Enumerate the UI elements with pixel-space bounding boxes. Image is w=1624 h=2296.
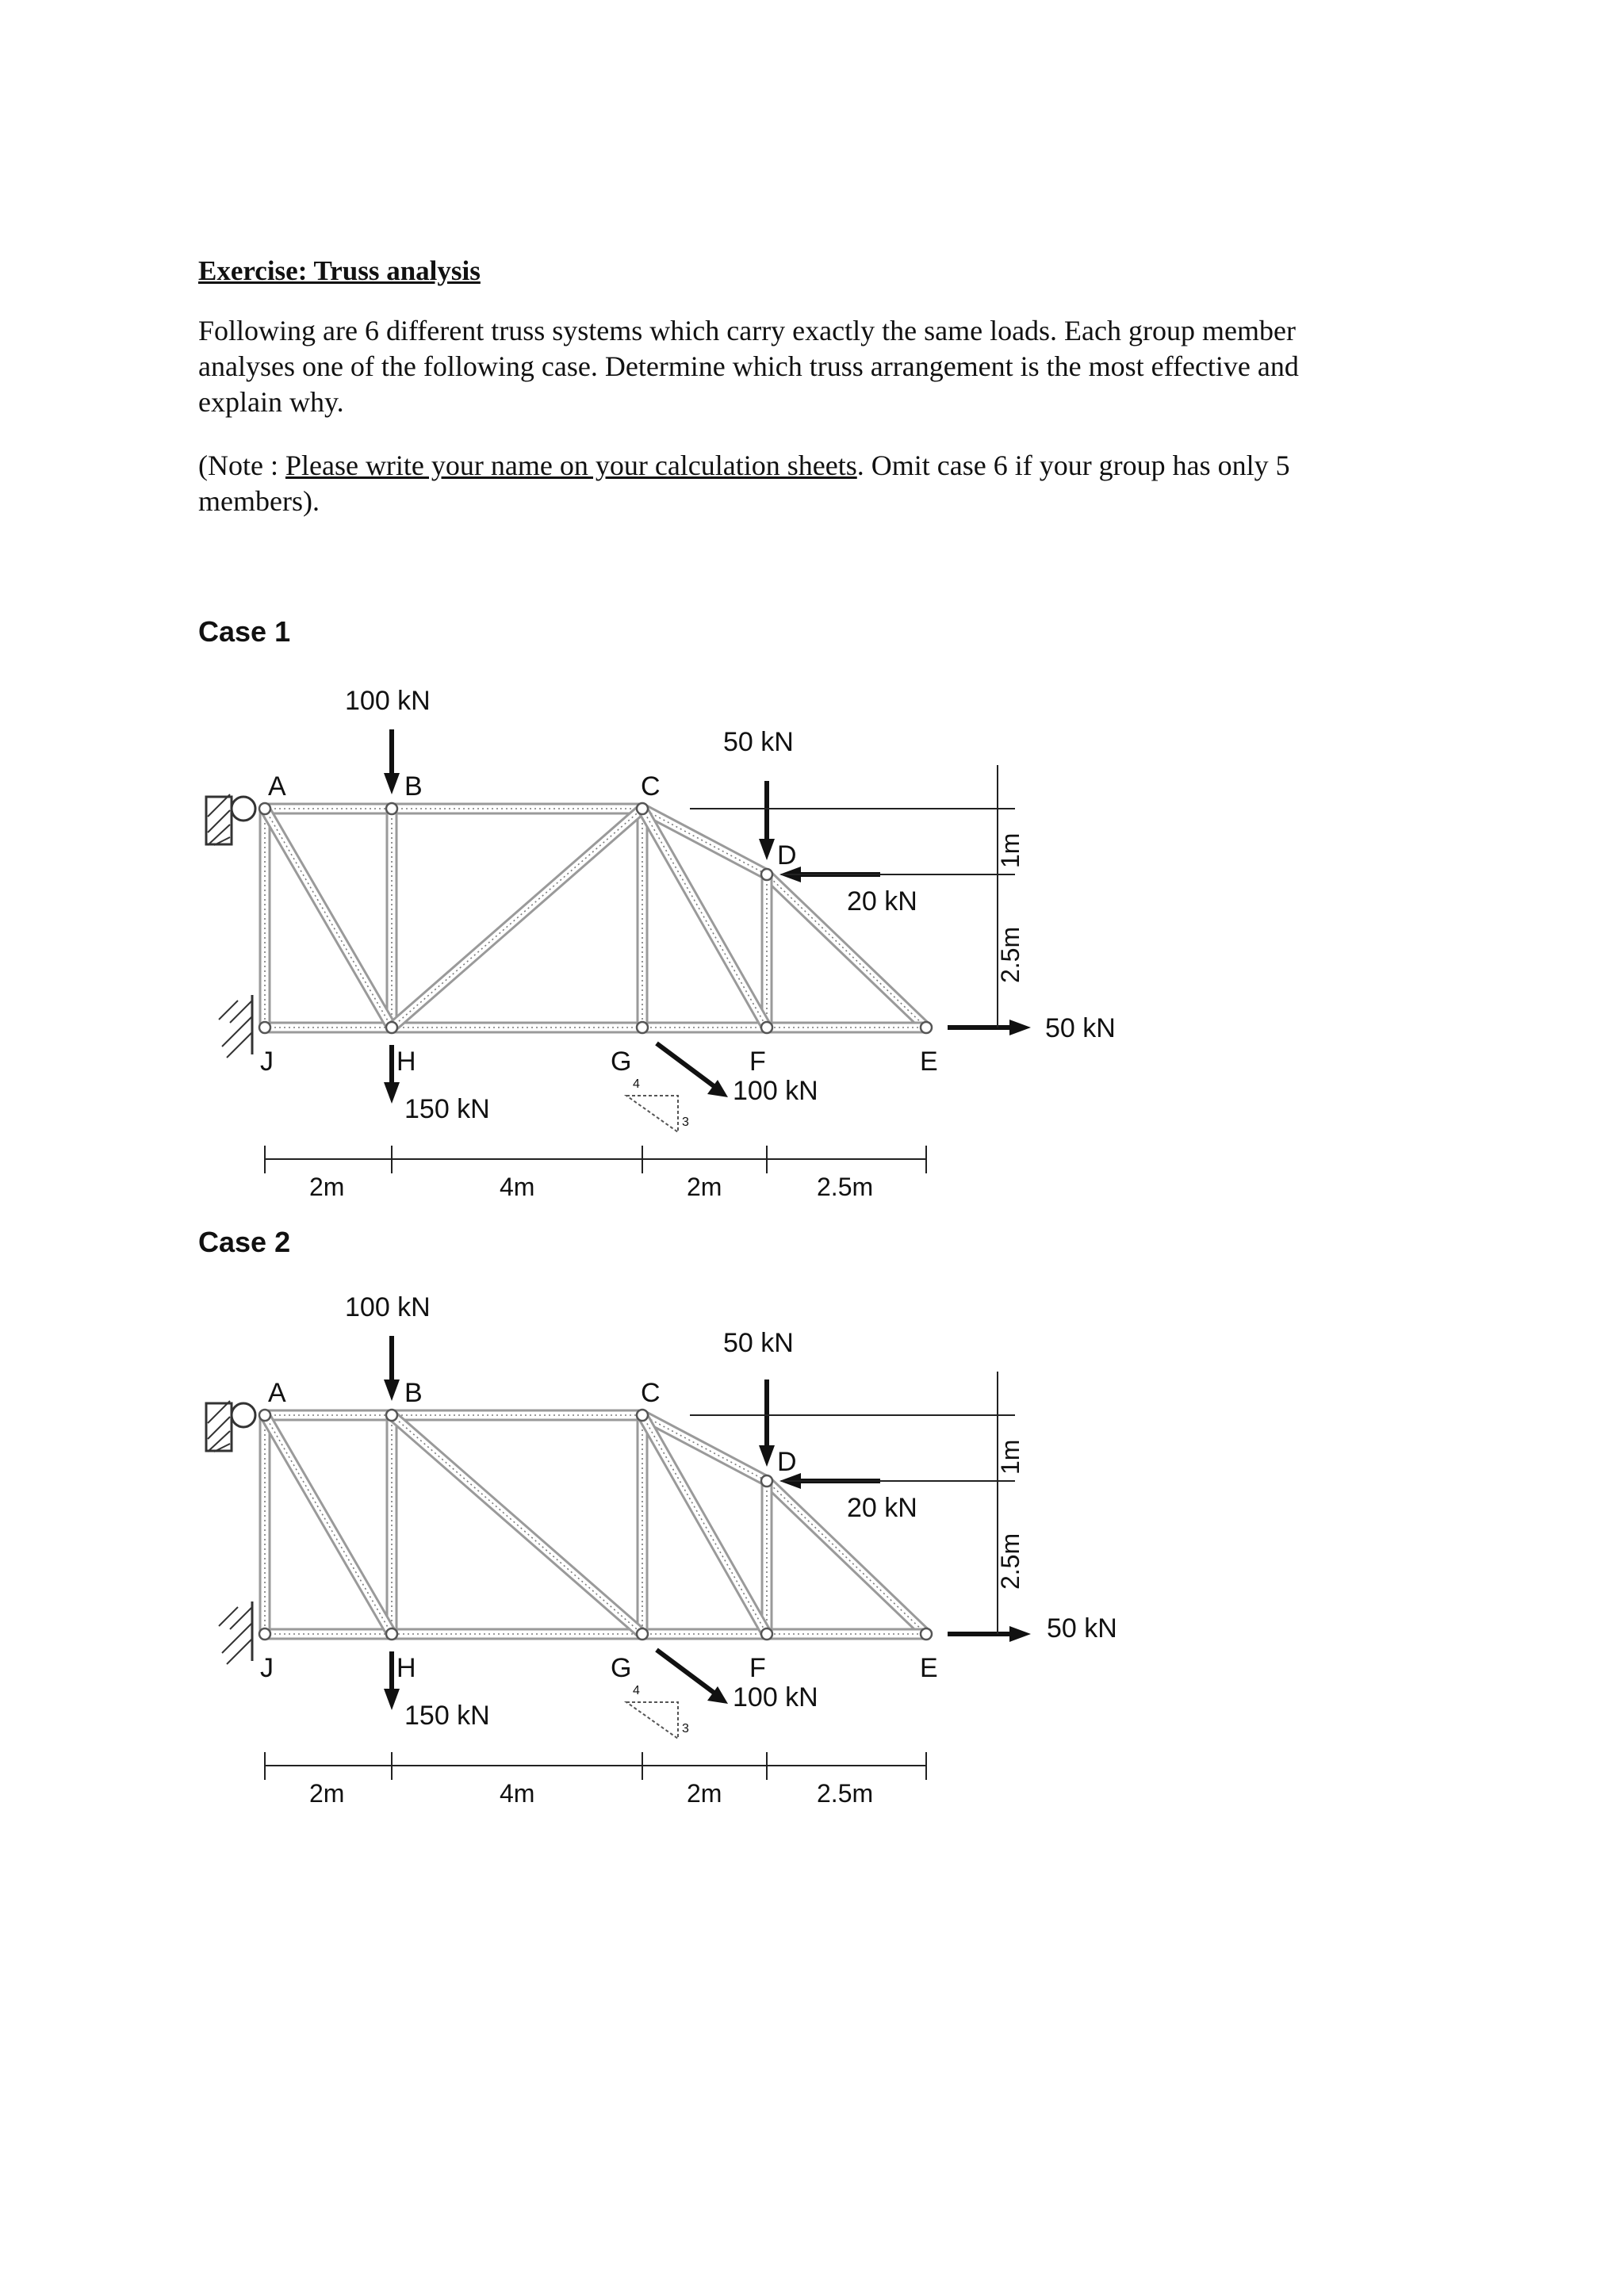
- load-b-label: 100 kN: [345, 1292, 431, 1322]
- note-paragraph: [198, 448, 1372, 519]
- horizontal-dimension-line: [265, 1146, 926, 1173]
- dim-4m-label: 4m: [500, 1173, 535, 1201]
- exercise-title: Exercise: Truss analysis: [198, 255, 481, 286]
- node-e-label: E: [920, 1047, 938, 1077]
- dim-1m-label: 1m: [996, 1439, 1025, 1475]
- load-g-label: 100 kN: [733, 1682, 818, 1712]
- node-h-label: H: [396, 1653, 416, 1683]
- slope-rise-label: 3: [682, 1115, 689, 1129]
- load-g-label: 100 kN: [733, 1076, 818, 1106]
- dim-2m-label: 2m: [309, 1173, 345, 1201]
- load-arrow-e: [948, 1626, 1031, 1642]
- node-e-label: E: [920, 1653, 938, 1683]
- note-prefix: (Note :: [198, 450, 285, 481]
- node-c-label: C: [641, 771, 661, 802]
- load-d-label: 50 kN: [723, 1328, 794, 1358]
- node-h-label: H: [396, 1047, 416, 1077]
- node-a-label: A: [268, 1378, 286, 1408]
- slope-run-label: 4: [633, 1684, 640, 1697]
- roller-support-j: [219, 995, 252, 1058]
- load-e-label: 50 kN: [1045, 1013, 1116, 1043]
- truss-joints: [259, 803, 932, 1033]
- load-b-label: 100 kN: [345, 686, 431, 716]
- truss-members: [265, 809, 926, 1027]
- truss-members: [265, 1415, 926, 1634]
- node-f-label: F: [749, 1653, 766, 1683]
- load-arrow-d: [759, 781, 775, 860]
- case-2-label: Case 2: [198, 1226, 291, 1258]
- dim-2-5m-label: 2.5m: [817, 1779, 874, 1808]
- note-suffix: . Omit case 6 if your group has only 5 members).: [198, 450, 1290, 517]
- truss-joints: [259, 1410, 932, 1640]
- node-g-label: G: [611, 1047, 632, 1077]
- node-d-label: D: [777, 840, 797, 871]
- load-h-label: 150 kN: [404, 1701, 490, 1731]
- node-g-label: G: [611, 1653, 632, 1683]
- load-d-horizontal-label: 20 kN: [847, 886, 917, 916]
- load-h-label: 150 kN: [404, 1094, 490, 1124]
- load-arrow-g: [657, 1043, 728, 1097]
- node-a-label: A: [268, 771, 286, 802]
- dim-2m-label: 2m: [309, 1779, 345, 1808]
- case-1-truss-diagram: [0, 682, 1624, 1284]
- case-2-truss-diagram: [0, 1288, 1624, 1891]
- node-f-label: F: [749, 1047, 766, 1077]
- slope-rise-label: 3: [682, 1722, 689, 1735]
- dim-2-5m-vertical-label: 2.5m: [996, 926, 1025, 983]
- load-arrow-b: [384, 1336, 400, 1401]
- load-arrow-e: [948, 1020, 1031, 1035]
- roller-support-j: [219, 1601, 252, 1664]
- load-arrow-g: [657, 1650, 728, 1704]
- pin-support-a: [206, 794, 255, 845]
- dim-2-5m-vertical-label: 2.5m: [996, 1533, 1025, 1590]
- dim-4m-label: 4m: [500, 1779, 535, 1808]
- horizontal-dimension-line: [265, 1752, 926, 1780]
- node-b-label: B: [404, 1378, 423, 1408]
- load-arrow-d: [759, 1380, 775, 1467]
- node-d-label: D: [777, 1447, 797, 1477]
- note-underlined: Please write your name on your calculation sheets: [285, 450, 857, 481]
- dim-2m-2-label: 2m: [687, 1779, 722, 1808]
- node-b-label: B: [404, 771, 423, 802]
- dim-2-5m-label: 2.5m: [817, 1173, 874, 1201]
- node-c-label: C: [641, 1378, 661, 1408]
- pin-support-a: [206, 1401, 255, 1452]
- load-arrow-b: [384, 729, 400, 794]
- case-1-label: Case 1: [198, 615, 291, 648]
- dim-1m-label: 1m: [996, 832, 1025, 868]
- load-d-label: 50 kN: [723, 727, 794, 757]
- node-j-label: J: [260, 1047, 274, 1077]
- slope-run-label: 4: [633, 1077, 640, 1091]
- slope-triangle: [626, 1096, 678, 1132]
- intro-paragraph: Following are 6 different truss systems which carry exactly the same loads. Each group member analyses one of the following case. Determine which truss arrangement is the most effective and explain why.: [198, 315, 1299, 418]
- load-d-horizontal-label: 20 kN: [847, 1493, 917, 1523]
- dim-2m-2-label: 2m: [687, 1173, 722, 1201]
- slope-triangle: [626, 1702, 678, 1739]
- load-e-label: 50 kN: [1047, 1613, 1117, 1644]
- node-j-label: J: [260, 1653, 274, 1683]
